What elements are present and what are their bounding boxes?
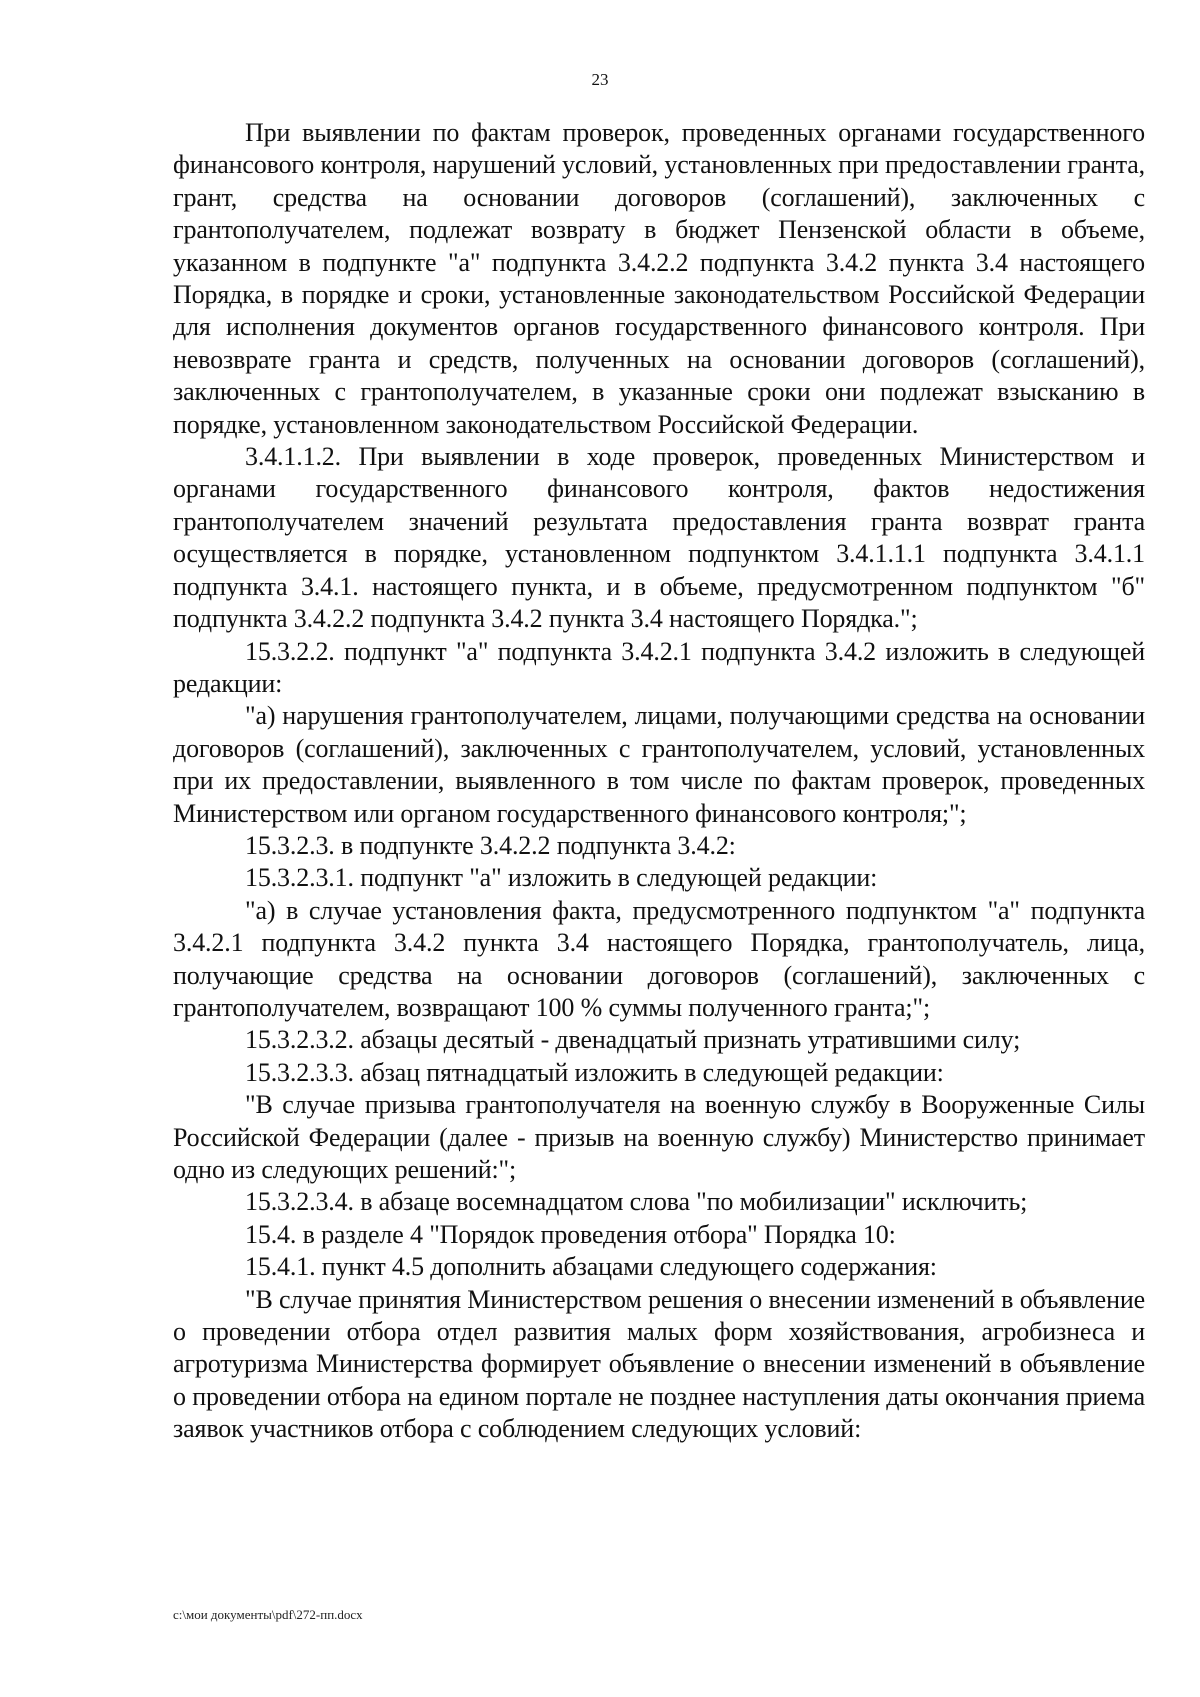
footer-file-path: c:\мои документы\pdf\272-пп.docx xyxy=(173,1607,363,1622)
paragraph: 15.4.1. пункт 4.5 дополнить абзацами следующего содержания: xyxy=(245,1252,937,1282)
paragraph: 15.3.2.3.3. абзац пятнадцатый изложить в следующей редакции: xyxy=(245,1057,944,1087)
page-number: 23 xyxy=(591,70,609,89)
paragraph: При выявлении по фактам проверок, проведенных органами государственного финансового контроля, нарушений условий, установленных при предоставлении гранта, грант, средства на основании договоров (соглашений), заключенных с грантополучателем, подлежат возврату в бюджет Пензенской области в объеме, указанном в подпункте "а" подпункта 3.4.2.2 подпункта 3.4.2 пункта 3.4 настоящего Порядка, в порядке и сроки, установленные законодательством Российской Федерации для исполнения документов органов государственного финансового контроля. При невозврате гранта и средств, полученных на основании договоров (соглашений), заключенных с грантополучателем, в указанные сроки они подлежат взысканию в порядке, установленном законодательством Российской Федерации. xyxy=(173,118,1145,439)
paragraph: 15.3.2.3.2. абзацы десятый - двенадцатый признать утратившими силу; xyxy=(245,1025,1021,1055)
paragraph: 15.3.2.3.1. подпункт "а" изложить в следующей редакции: xyxy=(245,863,878,893)
paragraph: "а) нарушения грантополучателем, лицами, получающими средства на основании договоров (соглашений), заключенных с грантополучателем, условий, установленных при их предоставлении, выявленного в том числе по фактам проверок, проведенных Министерством или органом государственного финансового контроля;"; xyxy=(173,701,1145,828)
paragraph: "В случае призыва грантополучателя на военную службу в Вооруженные Силы Российской Федерации (далее - призыв на военную службу) Министерство принимает одно из следующих решений:"; xyxy=(173,1090,1145,1184)
paragraph: "В случае принятия Министерством решения о внесении изменений в объявление о проведении отбора отдел развития малых форм хозяйствования, агробизнеса и агротуризма Министерства формирует объявление о внесении изменений в объявление о проведении отбора на едином портале не позднее наступления даты окончания приема заявок участников отбора с соблюдением следующих условий: xyxy=(173,1284,1145,1444)
paragraph: 15.3.2.3. в подпункте 3.4.2.2 подпункта 3.4.2: xyxy=(245,830,736,860)
paragraph: 15.3.2.3.4. в абзаце восемнадцатом слова "по мобилизации" исключить; xyxy=(245,1187,1028,1217)
document-body xyxy=(173,117,1145,1446)
paragraph: 15.3.2.2. подпункт "а" подпункта 3.4.2.1 подпункта 3.4.2 изложить в следующей редакции: xyxy=(173,636,1145,698)
paragraph: 3.4.1.1.2. При выявлении в ходе проверок, проведенных Министерством и органами государственного финансового контроля, фактов недостижения грантополучателем значений результата предоставления гранта возврат гранта осуществляется в порядке, установленном подпунктом 3.4.1.1.1 подпункта 3.4.1.1 подпункта 3.4.1. настоящего пункта, и в объеме, предусмотренном подпунктом "б" подпункта 3.4.2.2 подпункта 3.4.2 пункта 3.4 настоящего Порядка."; xyxy=(173,442,1145,634)
paragraph: "а) в случае установления факта, предусмотренного подпунктом "а" подпункта 3.4.2.1 подпункта 3.4.2 пункта 3.4 настоящего Порядка, грантополучатель, лица, получающие средства на основании договоров (соглашений), заключенных с грантополучателем, возвращают 100 % суммы полученного гранта;"; xyxy=(173,895,1145,1022)
paragraph: 15.4. в разделе 4 "Порядок проведения отбора" Порядка 10: xyxy=(245,1219,896,1249)
